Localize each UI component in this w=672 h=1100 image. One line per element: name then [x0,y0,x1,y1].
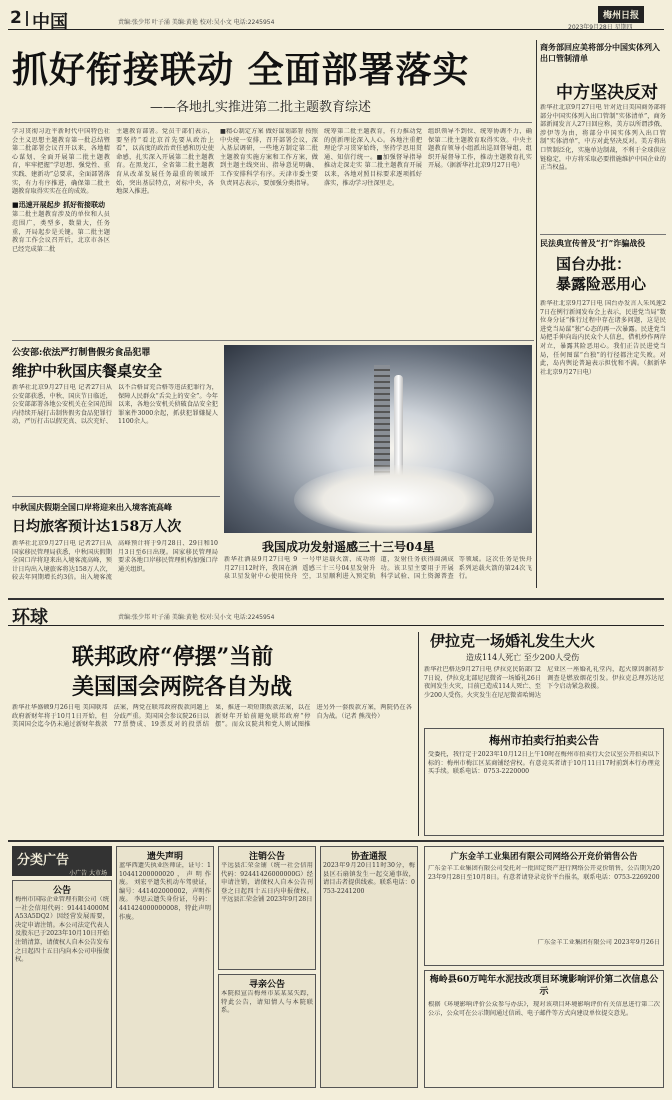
tender-notice [424,846,664,966]
env-notice [424,970,664,1088]
lead-col1-text-b: 第二批主题教育涉及的单位和人员范围广，类型多，数量大，任务重，开局起步是关键。第二批主题教育工作会议召开后，北京市各区已经完成第二批 [12,211,110,253]
auction-body: 受委托，我行定于2023年10月12日上午10时在梅州市拍卖行大会议室公开拍卖以下标的：梅州市梅江区某商铺经营权。有意竞买者请于10月11日17时前到本行办理竞买手续。联系电话：0753-2220000 [428,751,660,776]
photo-caption: 我国成功发射遥感三十三号04星 [262,540,435,554]
world-top-rule [8,598,664,600]
seek-notice-title: 寻亲公告 [248,980,285,990]
classified-title: 分类广告 [17,853,70,868]
classified-top-rule [8,840,664,842]
world-headline-2: 美国国会两院各自为战 [72,674,293,700]
page-number: 2 [10,8,22,28]
world-editor-credits: 责编:张少邦 叶子涌 美编:黄艳 校对:吴小文 电话:2245954 [118,614,275,621]
side2-kicker: 民法典宣传普及“打”诈骗战役 [540,238,646,248]
tender-body: 广东金羊工业集团有限公司受托对一批固定资产进行网络公开竞价销售，公告期为2023年9月28日至10月8日。有意者请登录竞价平台报名，联系电话：0753-2269200 [428,865,660,881]
world-body: 新华社华盛顿9月26日电 美国联邦政府新财年将于10月1日开始，但美国国会迄今仍未通过新财年拨款法案，两党在联邦政府拨款问题上分歧严重。美国国会参议院26日以77票赞成、19票反对的投票结果，推进一项短期拨款法案，以在新财年开始前避免联邦政府“停摆”。而众议院共和党人则试图推进另外一套拨款方案，两院仍在各自为战。（记者 熊茂伶） [12,704,412,729]
rocket-launch-photo [224,345,532,533]
lead-rule [12,122,532,123]
lead-column-2: 主题教育部署。党员干部们表示，要坚持“看北京首先要从政治上看”，以高度的政治责任感和历史使命感，扎实深入开展第二批主题教育。在黑龙江，全省第二批主题教育从改革发展任务最重的领域开始，突出基层特点，对标中央，各地深入推进。 [116,128,214,196]
protocol-notice [320,846,418,1088]
lead-column-3: ■精心制定方案 做好谋划部署 按照中央统一安排，召开部署会议，深入基层调研，一些地方制定第二批主题教育实施方案和工作方案，做到主题主线突出、指导意见明确、工作安排科学有序。天津市委主要负责同志表示，要加强分类指导。 [220,128,318,187]
lead-column-1 [12,128,110,336]
world-header [8,602,664,626]
issue-date: 2023年9月28日 星期四 [568,24,633,31]
env-body: 根据《环境影响评价公众参与办法》，现对该项目环境影响评价有关信息进行第二次公示，公众可在公示期间通过信函、电子邮件等方式向建设单位提交意见。 [428,1001,660,1017]
protocol-notice-body: 2023年9月20日11时30分，梅县区石扇镇发生一起交通事故，请目击者提供线索。联系电话：0753-2241200 [323,862,415,895]
lead-col1-subhead: ■迅速开展起步 抓好衔接联动 [12,199,106,209]
masthead-logo: 梅州日报 [598,6,644,23]
classified-subtitle: 小广告 大市场 [69,870,107,877]
photo-text: 新华社酒泉9月27日电 9月27日12时许，我国在酒泉卫星发射中心使用快舟一号甲运载火箭，成功将遥感三十三号04星发射升空，卫星顺利进入预定轨道，发射任务获得圆满成功。该卫星主要用于开展科学试验、国土资源普查等领域。这次任务是快舟系列运载火箭的第24次飞行。 [224,556,532,581]
lead-headline: 抓好衔接联动 全面部署落实 [12,49,470,91]
side2-headline: 国台办批： 暴露险恶用心 [556,255,647,293]
travel-body: 新华社北京9月27日电 记者27日从国家移民管理局获悉，中秋国庆假期全国口岸将迎来出入境客流高峰，预计日均出入境旅客将达158万人次，较去年同期增长约3倍。出入境客流高峰预计将于9月28日、29日和10月3日至6日出现。国家移民管理局要求各地口岸移民管理机构加强口岸通关组织。 [12,540,218,582]
seek-notice [218,974,316,1088]
env-title: 梅岭县60万吨年水泥技改项目环境影响评价第二次信息公示 [429,975,659,997]
side-rule [540,234,666,235]
editor-credits: 责编:张少邦 叶子涌 美编:黄艳 校对:吴小文 电话:2245954 [118,19,275,26]
lost-notice [116,846,214,1088]
world-section-title: 环球 [12,607,48,628]
iraq-body: 新华社巴格达9月27日电 伊拉克民防部门27日说，伊拉克北部尼尼微省一场婚礼26日夜间发生火灾，目前已造成114人死亡、至少200人受伤。火灾发生在尼尼微省哈姆达尼亚区一座婚礼礼堂内，起火原因据初步调查是燃放烟花引发。伊拉克总理苏达尼下令启动紧急救援。 [424,666,664,699]
cancel-notice [218,846,316,970]
tender-title: 广东金羊工业集团有限公司网络公开竞价销售公告 [450,852,638,862]
lead-col1-text: 学习贯彻习近平新时代中国特色社会主义思想主题教育第一批总结暨第二批部署会议召开以来，各地精心谋划、全面开展第二批主题教育，牢牢把握“学思想、强党性、重实践、建新功”总要求，全面部署落实，有力有序推进，确保第二批主题教育取得实实在在的成效。 [12,128,110,196]
lead-column-4: 统筹第二批主题教育，有力推动党的创新理论深入人心。各地注重把理论学习贯穿始终，坚持学思用贯通、知信行统一。■加强督导指导 推动走深走实 第二批主题教育开展以来，各地对照目标要求逐项抓好落实，推动学习往深里走。 [324,128,422,187]
side1-body: 新华社北京9月27日电 针对近日美国商务部将部分中国实体列入出口管制“实体清单”，商务部新闻发言人27日回应称，美方以所谓涉俄、涉伊等为由，将部分中国实体列入出口管制“实体清单”，中方对此坚决反对。美方将出口管制泛化，实施单边制裁，不利于全球供应链稳定，中方将采取必要措施维护中国企业的正当权益。 [540,104,666,172]
lead-bottom-rule [12,340,534,341]
page-header [8,8,664,33]
section-title: 中国 [32,12,68,33]
side1-kicker: 商务部回应美将部分中国实体列入出口管制清单 [540,42,660,63]
world-headline-1: 联邦政府“停摆”当前 [72,644,274,670]
lead-subhead: ——各地扎实推进第二批主题教育综述 [150,100,372,115]
iraq-subhead: 造成114人死亡 至少200人受伤 [466,653,580,662]
auction-notice [424,728,664,836]
travel-kicker: 中秋国庆假期全国口岸将迎来出入境客流高峰 [12,502,172,512]
lead-column-5: 组织领导不到位、统筹协调不力，确保第二批主题教育取得实效。中央主题教育领导小组派出巡回督导组，组织开展督导工作，推动主题教育扎实开展。（据新华社北京9月27日电） [428,128,532,170]
tender-signature: 广东金羊工业集团有限公司 2023年9月26日 [537,939,660,946]
seek-notice-body: 本院拟宣告梅州市某某某失踪，特此公告，请知情人与本院联系。 [221,990,313,1015]
side2-body: 新华社北京9月27日电 国台办发言人朱凤莲27日在例行新闻发布会上表示，民进党当局“数位身分证”推行过程中存在诸多问题，这是民进党当局谋“独”心态的再一次暴露。民进党当局把手伸向岛内民众个人信息，借机炒作两岸对立，暴露其险恶用心。我们正告民进党当局，任何图谋“台独”的行径都注定失败。对此，岛内舆论普遍表示担忧和不满。（据新华社北京9月27日电） [540,300,666,376]
header-divider [26,11,28,26]
protocol-notice-title: 协查通报 [350,852,387,862]
lost-notice-body: 蓝华西遗失执业医师证，证号：110441200000020，声明作废。 刘宏平遗失机动车驾驶证，编号：441402000002，声明作废。 李思云遗失身份证，号码：441424000000008，特此声明作废。 [119,862,211,921]
travel-rule [12,496,220,497]
company-notice-title: 公告 [52,886,71,896]
cancel-notice-title: 注销公告 [248,852,285,862]
company-notice [12,880,112,1088]
iraq-headline: 伊拉克一场婚礼发生大火 [430,632,596,650]
exhaust-cloud-icon [294,465,494,533]
classified-banner [12,846,112,876]
company-notice-body: 梅州市国际企业管理有限公司（统一社会信用代码：914414000MA53A5DQ2）因经营发展需要，决定申请注销。本公司法定代表人及股东已于2023年10月10日开始注销清算，请债权人自本公告发布之日起四十五日内向本公司申报债权。 [15,896,109,964]
food-headline: 维护中秋国庆餐桌安全 [12,362,163,380]
food-body: 新华社北京9月27日电 记者27日从公安部获悉，中秋、国庆节日临近，公安部部署各地公安机关在全国范围内持续开展打击制售假劣食品犯罪行动，严厉打击以假充真、以次充好、以不合格冒充合格等违法犯罪行为，保障人民群众“舌尖上的安全”。今年以来，各地公安机关侦破食品安全犯罪案件3000余起，抓获犯罪嫌疑人1100余人。 [12,384,218,426]
cancel-notice-body: 平远县汇荣金铺（统一社会信用代码：92441426000000G）经申请注销，请债权人自本公告刊登之日起四十五日内申报债权。平远县汇荣金铺 2023年9月28日 [221,862,313,904]
world-divider [418,632,419,836]
side1-headline: 中方坚决反对 [556,83,658,103]
lost-notice-title: 遗失声明 [146,852,183,862]
travel-headline: 日均旅客预计达158万人次 [12,519,182,535]
vertical-divider-right [536,40,537,588]
rocket-icon [394,375,403,479]
auction-title: 梅州市拍卖行拍卖公告 [489,734,599,747]
food-kicker: 公安部:依法严打制售假劣食品犯罪 [12,348,151,358]
